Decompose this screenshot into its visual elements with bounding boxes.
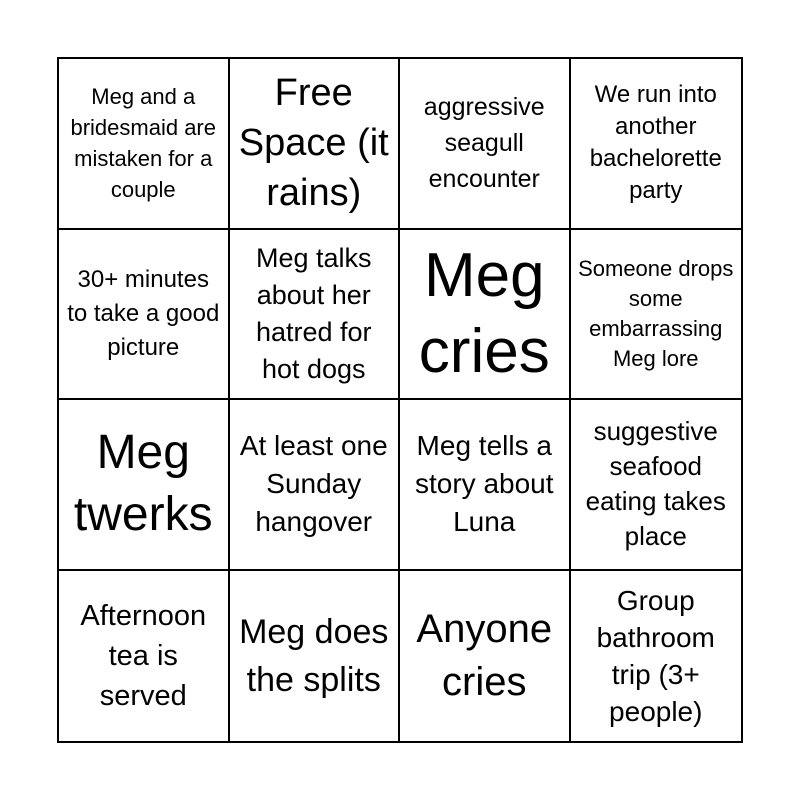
cell-text: Group bathroom trip (3+ people) (596, 584, 715, 727)
cell-text: Meg does the splits (239, 612, 389, 699)
cell-text: suggestive seafood eating takes place (585, 416, 726, 552)
cell-text: Meg and a bridesmaid are mistaken for a couple (70, 84, 216, 203)
cell-text: Someone drops some embarrassing Meg lore (578, 255, 734, 371)
cell-text: Meg twerks (73, 426, 213, 542)
bingo-cell-r2c3[interactable] (400, 230, 571, 401)
bingo-cell-r3c1[interactable] (59, 400, 230, 571)
bingo-cell-r1c1[interactable] (59, 59, 230, 230)
cell-text: Afternoon tea is served (80, 599, 207, 712)
cell-text: We run into another bachelorette party (589, 81, 722, 205)
bingo-cell-r1c4[interactable] (571, 59, 742, 230)
bingo-cell-r2c1[interactable] (59, 230, 230, 401)
bingo-cell-r2c4[interactable] (571, 230, 742, 401)
bingo-cell-r1c2-free-space[interactable] (230, 59, 401, 230)
cell-text: Meg talks about her hatred for hot dogs (255, 242, 372, 384)
cell-text: At least one Sunday hangover (239, 430, 388, 538)
bingo-cell-r4c4[interactable] (571, 571, 742, 742)
bingo-cell-r3c3[interactable] (400, 400, 571, 571)
bingo-cell-r2c2[interactable] (230, 230, 401, 401)
bingo-cell-r1c3[interactable] (400, 59, 571, 230)
bingo-cell-r4c1[interactable] (59, 571, 230, 742)
bingo-cell-r3c2[interactable] (230, 400, 401, 571)
cell-text: aggressive seagull encounter (423, 93, 545, 194)
cell-text: Free Space (it rains) (238, 72, 389, 215)
cell-text: 30+ minutes to take a good picture (67, 265, 220, 361)
bingo-cell-r4c2[interactable] (230, 571, 401, 742)
bingo-cell-r3c4[interactable] (571, 400, 742, 571)
cell-text: Meg tells a story about Luna (414, 430, 554, 538)
cell-text: Anyone cries (416, 606, 553, 704)
cell-text: Meg cries (418, 240, 550, 386)
bingo-cell-r4c3[interactable] (400, 571, 571, 742)
bingo-card (57, 57, 743, 743)
